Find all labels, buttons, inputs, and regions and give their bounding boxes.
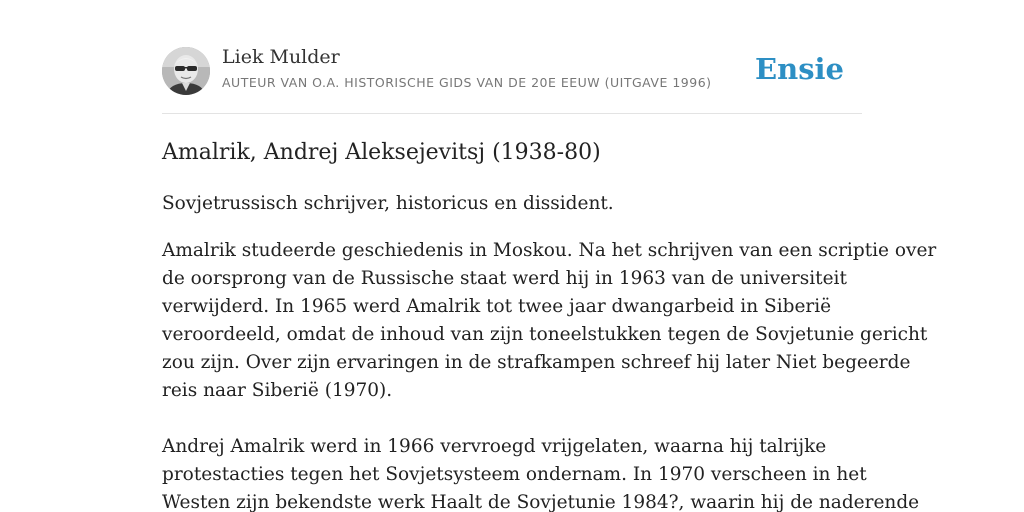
article-container xyxy=(162,0,937,512)
author-description: AUTEUR VAN O.A. HISTORISCHE GIDS VAN DE 20E EEUW (UITGAVE 1996) xyxy=(222,75,712,90)
body-line: verwijderd. In 1965 werd Amalrik tot twee jaar dwangarbeid in Siberië xyxy=(162,296,832,317)
ensie-logo[interactable]: Ensie xyxy=(755,52,844,86)
body-line: reis naar Siberië (1970). xyxy=(162,380,393,401)
article-body xyxy=(162,237,937,512)
author-name[interactable]: Liek Mulder xyxy=(222,46,340,68)
author-header xyxy=(162,0,862,114)
body-line: Amalrik studeerde geschiedenis in Moskou. Na het schrijven van een scriptie over xyxy=(162,240,937,261)
author-photo xyxy=(162,47,210,95)
body-line: de oorsprong van de Russische staat werd hij in 1963 van de universiteit xyxy=(162,268,847,289)
paragraph-gap xyxy=(162,405,882,433)
article-lead: Sovjetrussisch schrijver, historicus en dissident. xyxy=(162,193,614,214)
article-title: Amalrik, Andrej Aleksejevitsj (1938-80) xyxy=(162,140,601,165)
body-line: protestacties tegen het Sovjetsysteem ondernam. In 1970 verscheen in het xyxy=(162,464,867,485)
body-line: veroordeeld, omdat de inhoud van zijn toneelstukken tegen de Sovjetunie gericht xyxy=(162,324,928,345)
author-avatar[interactable] xyxy=(162,47,210,95)
body-line: Westen zijn bekendste werk Haalt de Sovjetunie 1984?, waarin hij de naderende xyxy=(162,492,920,512)
body-line: Andrej Amalrik werd in 1966 vervroegd vrijgelaten, waarna hij talrijke xyxy=(162,436,827,457)
body-line: zou zijn. Over zijn ervaringen in de strafkampen schreef hij later Niet begeerde xyxy=(162,352,911,373)
